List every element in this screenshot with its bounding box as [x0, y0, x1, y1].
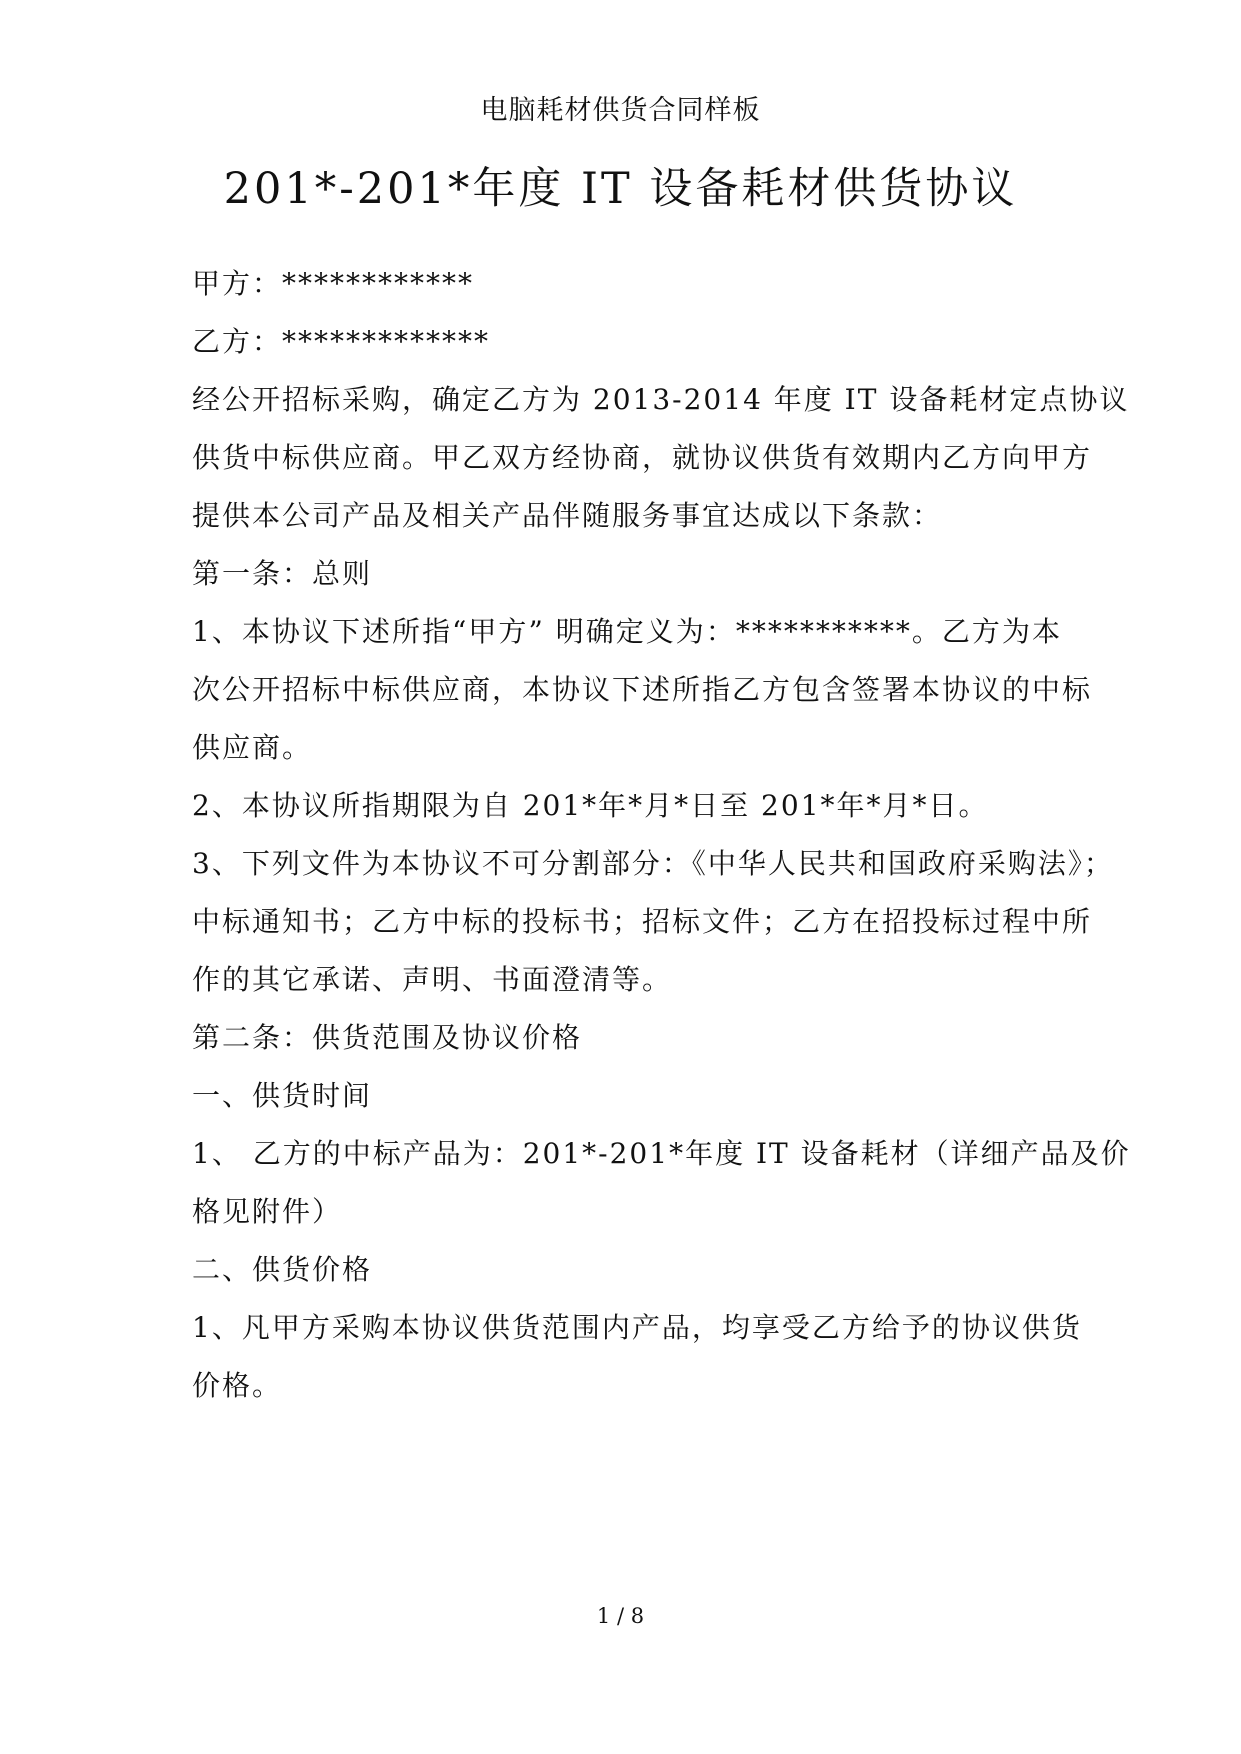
party-a-line: 甲方：************: [192, 267, 475, 300]
paragraph-line: 作的其它承诺、声明、书面澄清等。: [192, 963, 673, 996]
paragraph-line: 中标通知书；乙方中标的投标书；招标文件；乙方在招投标过程中所: [192, 905, 1093, 938]
paragraph-line: 次公开招标中标供应商，本协议下述所指乙方包含签署本协议的中标: [192, 673, 1093, 706]
party-b-line: 乙方：*************: [192, 325, 491, 358]
paragraph-line: 2、本协议所指期限为自 201*年*月*日至 201*年*月*日。: [192, 789, 989, 822]
paragraph-line: 3、下列文件为本协议不可分割部分：《中华人民共和国政府采购法》；: [192, 847, 1114, 880]
paragraph-line: 1、凡甲方采购本协议供货范围内产品，均享受乙方给予的协议供货: [192, 1311, 1082, 1344]
document-title: 201*-201*年度 IT 设备耗材供货协议: [223, 164, 1018, 214]
paragraph-line: 1、本协议下述所指“甲方” 明确定义为：***********。乙方为本: [192, 615, 1062, 648]
subsection-heading: 一、供货时间: [192, 1079, 373, 1112]
header-title: 电脑耗材供货合同样板: [480, 95, 761, 126]
section-heading: 第二条：供货范围及协议价格: [192, 1021, 583, 1054]
paragraph-line: 供货中标供应商。甲乙双方经协商，就协议供货有效期内乙方向甲方: [192, 441, 1093, 474]
section-heading: 第一条：总则: [192, 557, 373, 590]
paragraph-line: 格见附件）: [192, 1195, 343, 1228]
paragraph-line: 价格。: [192, 1369, 283, 1402]
paragraph-line: 提供本公司产品及相关产品伴随服务事宜达成以下条款：: [192, 499, 943, 532]
paragraph-line: 经公开招标采购，确定乙方为 2013-2014 年度 IT 设备耗材定点协议: [192, 383, 1130, 416]
paragraph-line: 1、 乙方的中标产品为：201*-201*年度 IT 设备耗材（详细产品及价: [192, 1137, 1131, 1170]
page-number: 1 / 8: [596, 1604, 645, 1628]
subsection-heading: 二、供货价格: [192, 1253, 373, 1286]
paragraph-line: 供应商。: [192, 731, 313, 764]
